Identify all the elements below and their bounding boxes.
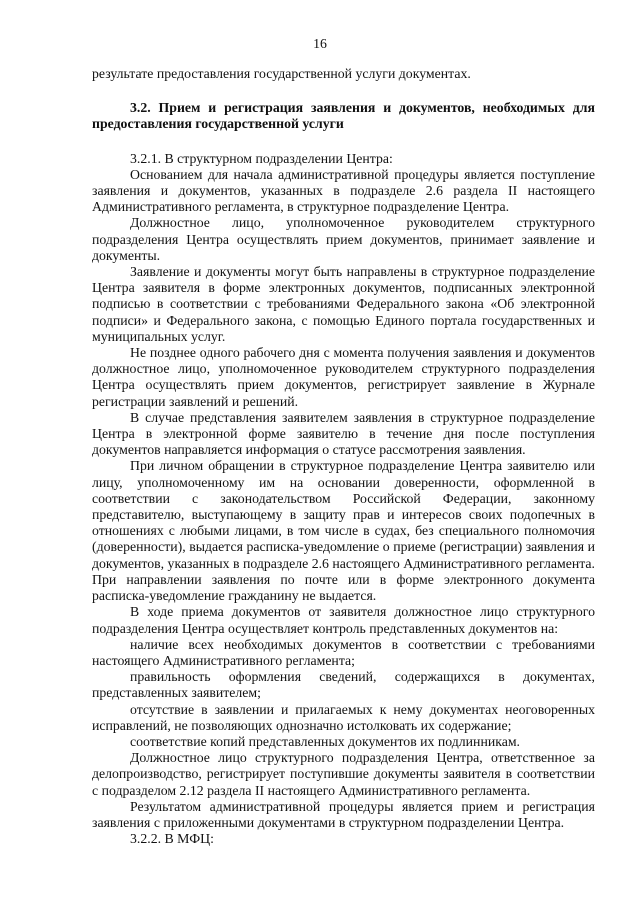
section-heading: 3.2. Прием и регистрация заявления и документов, необходимых для предоставления государственной услуги — [92, 100, 595, 132]
paragraph-continuation: результате предоставления государственной услуги документах. — [92, 66, 471, 81]
paragraph: Не позднее одного рабочего дня с момента получения заявления и документов должностное лицо, уполномоченное руководителем структурного подразделения Центра осуществлять прием документов, регистрирует заявление в Журнале регистрации заявлений и решений. — [92, 345, 595, 409]
subsection-heading: 3.2.1. В структурном подразделении Центра: — [130, 150, 393, 166]
paragraph: Результатом административной процедуры является прием и регистрация заявления с приложенными документами в структурном подразделении Центра. — [92, 798, 595, 830]
paragraph: При личном обращении в структурное подразделение Центра заявителю или лицу, уполномоченному им на основании доверенности, оформленной в соответствии с законодательством Российской Федерации, законному представителю, выступающему в защиту прав и интересов своих подопечных в отношениях с любыми лицами, в том числе в судах, без специального полномочия (доверенности), выдается расписка-уведомление о приеме (регистрации) заявления и документов, указанных в подразделе 2.6 настоящего Административного регламента. При направлении заявления по почте или в форме электронного документа расписка-уведомление гражданину не выдается. — [92, 458, 595, 604]
document-body — [92, 66, 595, 847]
paragraph: Должностное лицо структурного подразделения Центра, ответственное за делопроизводство, регистрирует поступившие документы заявителя в соответствии с подразделом 2.12 раздела II настоящего Административного регламента. — [92, 750, 595, 798]
paragraph: Основанием для начала административной процедуры является поступление заявления и документов, указанных в подразделе 2.6 раздела II настоящего Административного регламента, в структурное подразделение Центра. — [92, 166, 595, 215]
list-item: отсутствие в заявлении и прилагаемых к нему документах неоговоренных исправлений, не позволяющих однозначно истолковать их содержание; — [92, 701, 595, 733]
paragraph: В ходе приема документов от заявителя должностное лицо структурного подразделения Центра осуществляет контроль представленных документов на: — [92, 604, 595, 636]
page-number: 16 — [313, 36, 327, 51]
paragraph: Заявление и документы могут быть направлены в структурное подразделение Центра заявителя в форме электронных документов, подписанных электронной подписью в соответствии с требованиями Федерального закона «Об электронной подписи» и Федерального закона, с помощью Единого портала государственных и муниципальных услуг. — [92, 264, 595, 344]
list-item: соответствие копий представленных документов их подлинникам. — [130, 733, 521, 749]
paragraph: В случае представления заявителем заявления в структурное подразделение Центра в электронной форме заявителю в течение дня после поступления документов направляется информация о статусе рассмотрения заявления. — [92, 409, 595, 458]
paragraph: Должностное лицо, уполномоченное руководителем структурного подразделения Центра осуществлять прием документов, принимает заявление и документы. — [92, 215, 595, 263]
subsection-heading: 3.2.2. В МФЦ: — [130, 831, 214, 847]
list-item: наличие всех необходимых документов в соответствии с требованиями настоящего Административного регламента; — [92, 636, 595, 668]
list-item: правильность оформления сведений, содержащихся в документах, представленных заявителем; — [92, 669, 595, 701]
